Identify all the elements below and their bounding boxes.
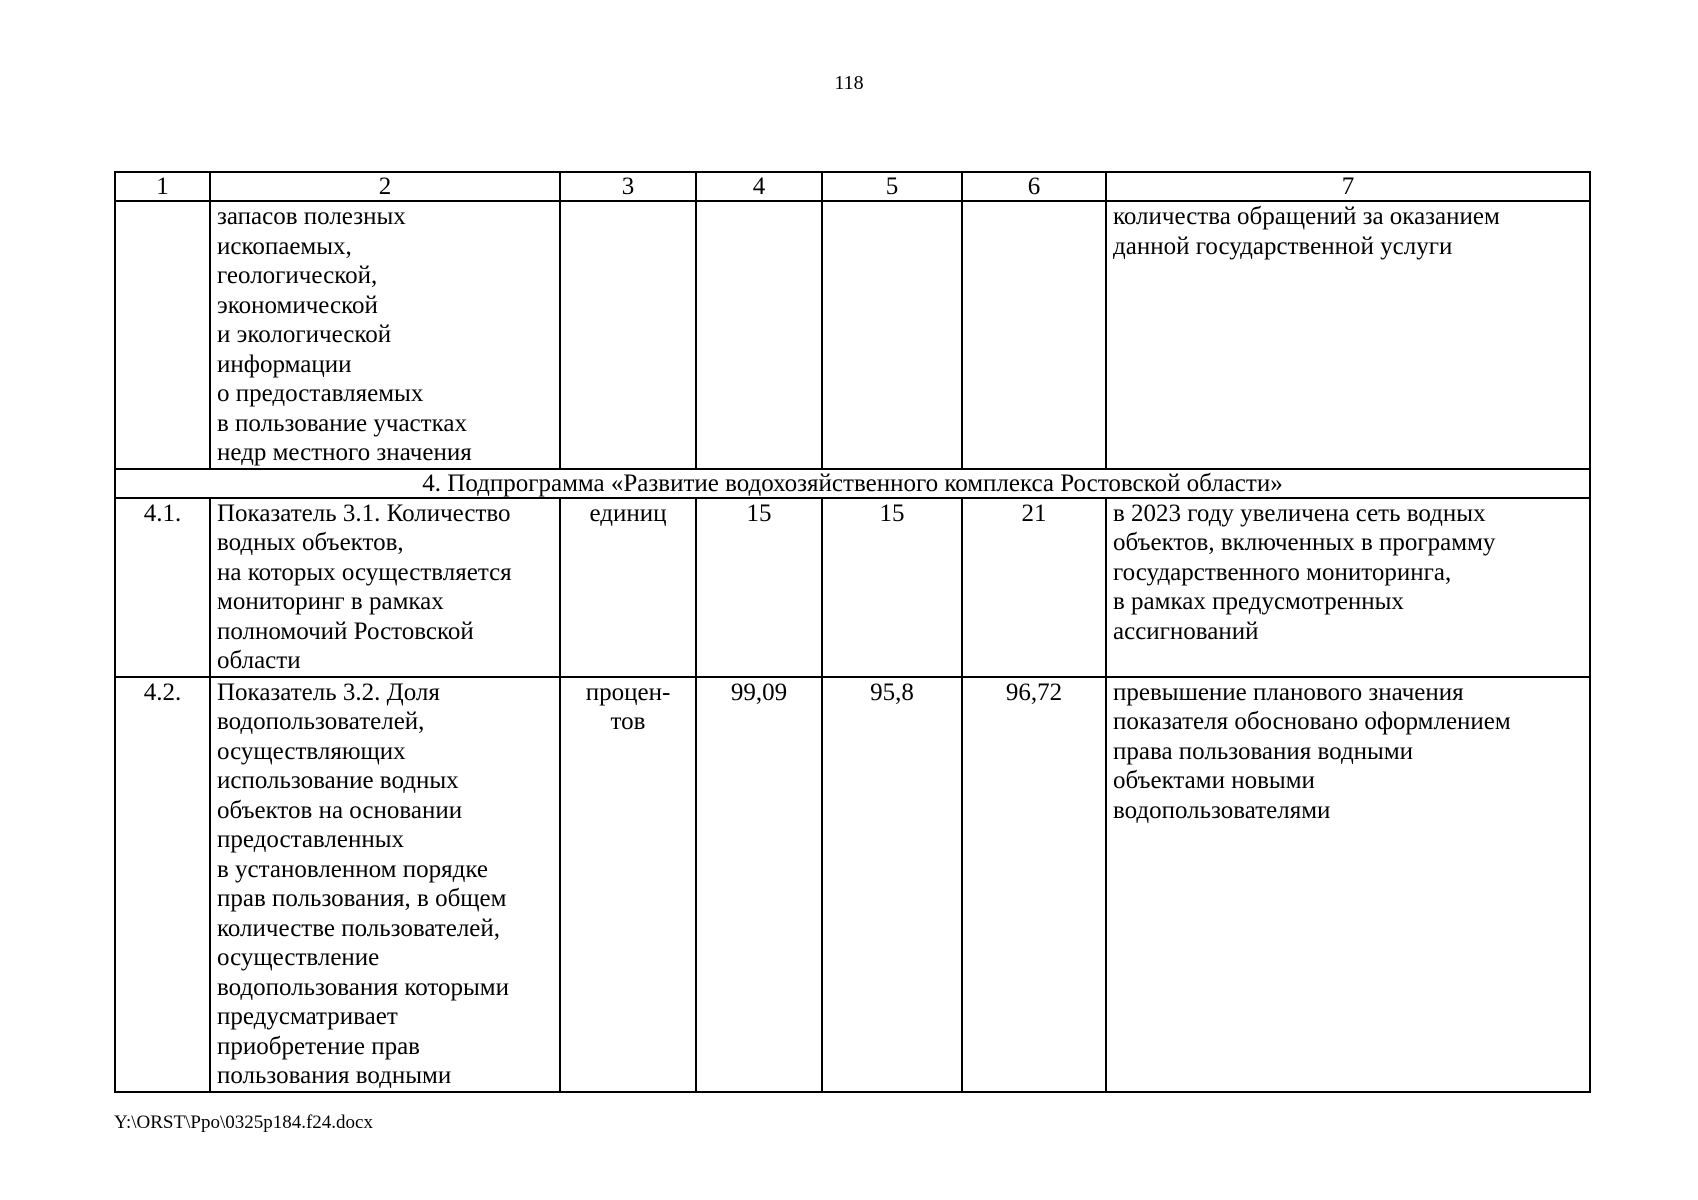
indicator-line: недр местного значения: [217, 439, 472, 466]
note-line: объектами новыми: [1113, 767, 1315, 794]
note-line: превышение планового значения: [1113, 678, 1464, 706]
value-cell: 95,8: [822, 677, 962, 1092]
column-header: 2: [210, 172, 560, 201]
indicator-line: предусматривает: [217, 1003, 398, 1030]
note-line: права пользования водными: [1113, 737, 1414, 765]
indicator-line: водопользователей,: [217, 708, 425, 735]
note-cell: [1106, 498, 1590, 677]
indicator-line: водных объектов,: [217, 529, 404, 556]
note-cell: [1106, 201, 1590, 469]
note-cell: [1106, 677, 1590, 1092]
note-line: показателя обосновано оформлением: [1113, 708, 1511, 735]
note-line: ассигнований: [1113, 617, 1259, 645]
table-row: [115, 498, 1590, 677]
value-cell: [696, 201, 822, 469]
column-header: 7: [1106, 172, 1590, 201]
value-cell: [822, 201, 962, 469]
indicator-line: информации: [217, 350, 352, 378]
indicator-line: геологической,: [217, 262, 378, 289]
table-row: [115, 677, 1590, 1092]
column-number-row: [115, 172, 1590, 201]
unit-line: единиц: [589, 499, 667, 527]
note-line: данной государственной услуги: [1113, 232, 1453, 260]
indicator-line: осуществляющих: [217, 737, 406, 765]
indicators-table: [114, 171, 1591, 1093]
column-header: 6: [962, 172, 1106, 201]
note-line: государственного мониторинга,: [1113, 558, 1452, 586]
unit-line: тов: [610, 708, 646, 735]
indicator-line: Показатель 3.2. Доля: [217, 678, 440, 706]
indicator-cell: [210, 201, 560, 469]
column-header: 3: [560, 172, 696, 201]
indicator-line: осуществление: [217, 944, 380, 971]
footer-file-path: Y:\ORST\Ppo\0325p184.f24.docx: [114, 1112, 373, 1133]
column-header: 4: [696, 172, 822, 201]
column-header: 1: [115, 172, 210, 201]
value-cell: 96,72: [962, 677, 1106, 1092]
unit-cell: [560, 677, 696, 1092]
note-line: водопользователями: [1113, 796, 1331, 824]
unit-line: процен-: [585, 678, 671, 706]
note-line: количества обращений за оказанием: [1113, 203, 1500, 230]
indicator-line: в установленном порядке: [217, 855, 488, 883]
value-cell: 15: [822, 498, 962, 677]
value-cell: 99,09: [696, 677, 822, 1092]
indicator-line: приобретение прав: [217, 1032, 420, 1060]
indicator-line: мониторинг в рамках: [217, 588, 444, 615]
value-cell: 21: [962, 498, 1106, 677]
value-cell: [962, 201, 1106, 469]
indicator-line: области: [217, 647, 301, 674]
note-line: объектов, включенных в программу: [1113, 529, 1496, 556]
row-number-cell: 4.1.: [115, 498, 210, 677]
indicator-line: о предоставляемых: [217, 380, 424, 407]
section-row: [115, 469, 1590, 498]
value-cell: 15: [696, 498, 822, 677]
section-title: 4. Подпрограмма «Развитие водохозяйственного комплекса Ростовской области»: [115, 469, 1590, 498]
indicator-line: количестве пользователей,: [217, 914, 501, 942]
indicator-cell: [210, 498, 560, 677]
indicator-line: пользования водными: [217, 1062, 452, 1089]
row-number-cell: [115, 201, 210, 469]
indicator-line: в пользование участках: [217, 409, 467, 437]
indicator-line: Показатель 3.1. Количество: [217, 499, 511, 527]
indicator-line: экономической: [217, 291, 378, 319]
indicator-line: запасов полезных: [217, 203, 406, 230]
row-number-cell: 4.2.: [115, 677, 210, 1092]
indicator-line: и экологической: [217, 321, 392, 348]
note-line: в рамках предусмотренных: [1113, 588, 1404, 615]
indicator-line: ископаемых,: [217, 232, 352, 260]
indicator-line: на которых осуществляется: [217, 558, 512, 586]
indicator-line: предоставленных: [217, 826, 405, 853]
indicator-line: использование водных: [217, 767, 459, 794]
indicator-line: прав пользования, в общем: [217, 885, 507, 912]
indicator-line: объектов на основании: [217, 796, 463, 824]
unit-cell: [560, 201, 696, 469]
table-row: [115, 201, 1590, 469]
unit-cell: [560, 498, 696, 677]
column-header: 5: [822, 172, 962, 201]
indicator-line: водопользования которыми: [217, 973, 510, 1001]
note-line: в 2023 году увеличена сеть водных: [1113, 499, 1486, 527]
indicator-cell: [210, 677, 560, 1092]
indicator-line: полномочий Ростовской: [217, 617, 474, 645]
page-number: 118: [834, 72, 864, 94]
